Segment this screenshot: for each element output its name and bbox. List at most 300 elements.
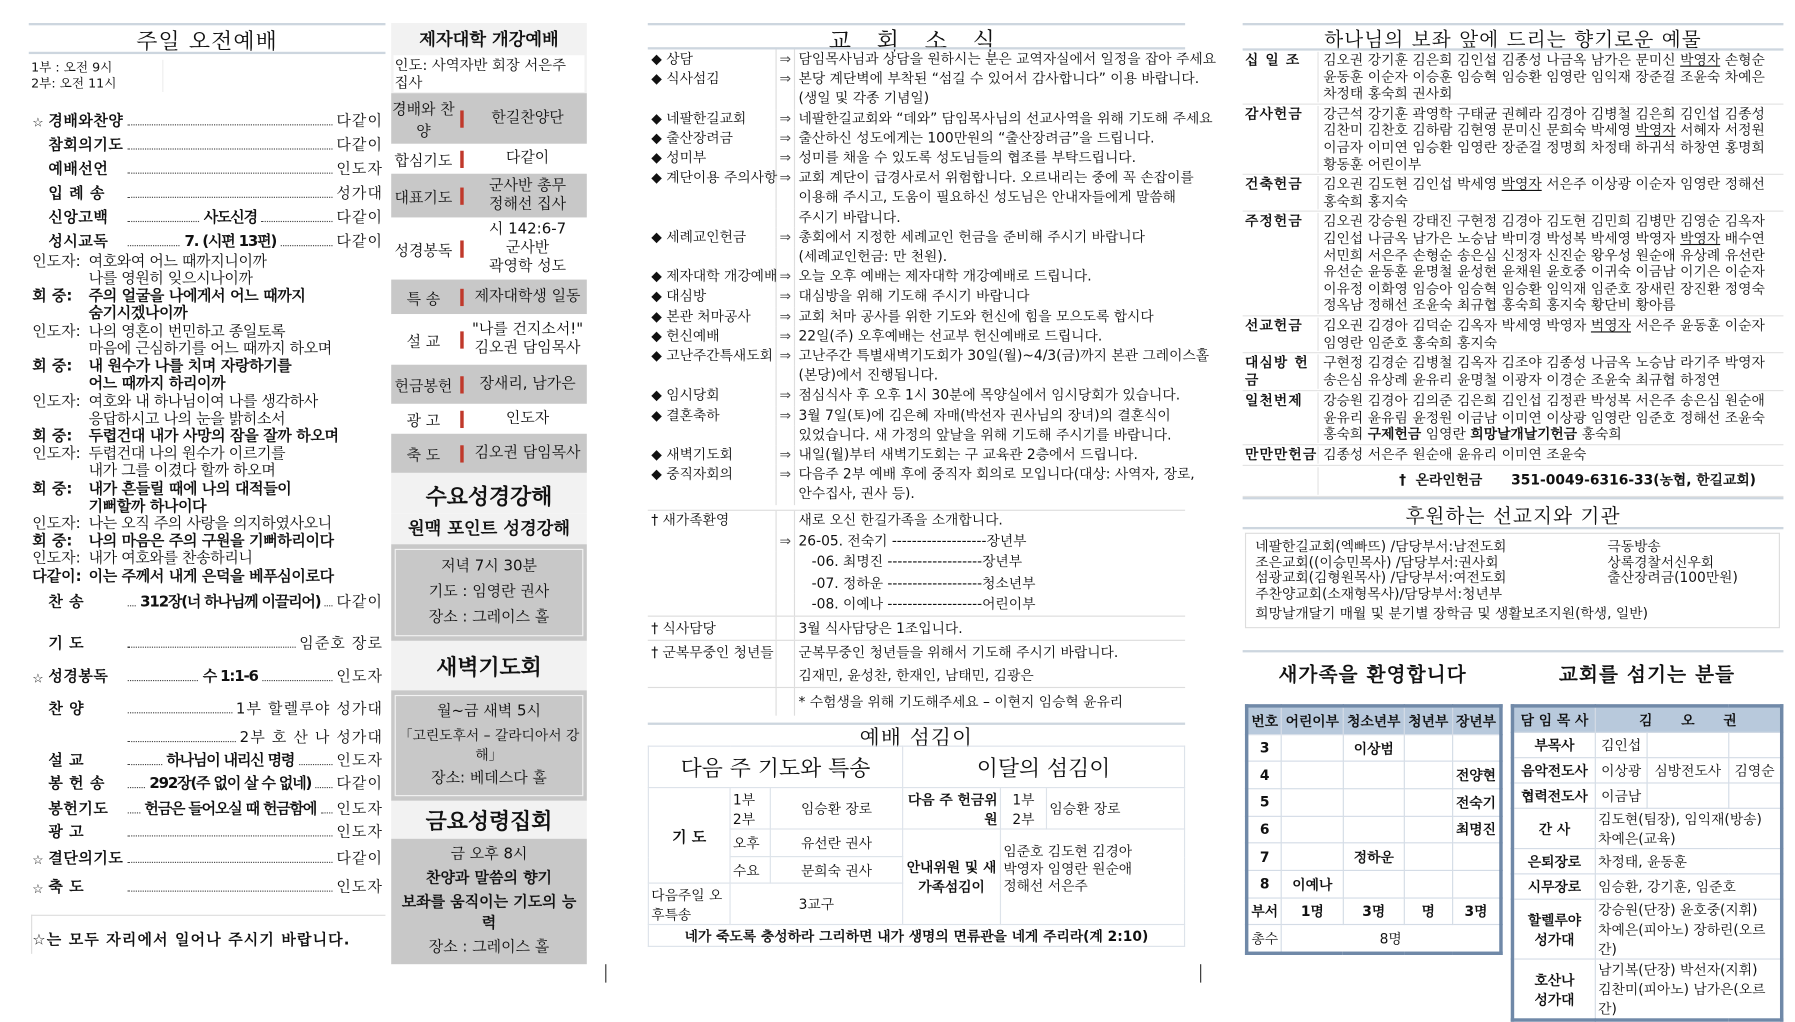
mission-item: 섬광교회(김형원목사) /담당부서:여전도회: [1255, 569, 1507, 586]
news-item: [648, 287, 1185, 307]
staff-names: 임승환, 강기훈, 임준호: [1595, 874, 1781, 899]
table-cell: [1343, 762, 1404, 789]
order-item: [32, 132, 383, 154]
order-leader: 인도자: [336, 752, 384, 770]
news-label: [648, 664, 777, 687]
arrow-icon: [777, 641, 795, 664]
donor-name: 윤정원: [1412, 409, 1453, 426]
prayer-slot: 오후: [730, 829, 770, 857]
donor-name: 남가은: [1412, 230, 1453, 247]
reading-text-line: 여호와여 어느 때까지니이까: [88, 253, 267, 271]
reading-text-line: 어느 때까지 하리이까: [88, 375, 226, 393]
arrow-icon: [777, 573, 795, 594]
senior-pastor-label: 담 임 목 사: [1512, 706, 1595, 732]
news-label: ◆ 출산장려금: [648, 129, 777, 149]
donor-name: 김경아: [1367, 392, 1408, 409]
news-text: 담임목사님과 상담을 원하시는 분은 교역자실에서 일정을 잡아 주세요: [798, 50, 1217, 67]
donor-name: 구제헌금: [1367, 426, 1422, 443]
arrow-icon: ⇒: [777, 406, 795, 426]
time-2: 2부: 오전 11시: [31, 75, 117, 91]
arrow-icon: ⇒: [777, 346, 795, 366]
donor-name: 이금남: [1635, 263, 1676, 280]
news-item: [648, 89, 1185, 109]
donor-name: 김은희: [1412, 51, 1453, 68]
this-month-header: 이달의 섬김이: [903, 746, 1185, 787]
donor-name: 정옥남: [1323, 297, 1364, 314]
order-label: 성경봉독: [48, 668, 109, 686]
donor-name: 최규협: [1635, 371, 1676, 388]
donor-name: 홍숙희: [1412, 334, 1453, 351]
donor-name: 이화영: [1367, 280, 1408, 297]
donor-name: 홍숙희: [1367, 85, 1408, 102]
donor-name: 김오권: [1323, 176, 1364, 193]
staff-name: 심방전도사: [1647, 758, 1728, 783]
news-label: [648, 366, 777, 386]
donor-name: 임승환: [1501, 280, 1542, 297]
order-leader: 다같이: [336, 233, 384, 251]
donor-name: 이상광: [1546, 409, 1587, 426]
dotted-leader: [128, 604, 136, 606]
offering-row: [1243, 212, 1784, 316]
speaker-label: 회 중:: [32, 428, 73, 446]
reading-line: [32, 358, 389, 393]
donor-name: 황아름: [1635, 297, 1676, 314]
donor-name: 임준호: [1367, 334, 1408, 351]
table-cell: [1282, 734, 1343, 761]
arrow-icon: [777, 188, 795, 208]
donor-name: 원순애: [1412, 446, 1453, 463]
sidebar: [391, 23, 587, 964]
arrow-icon: ⇒: [777, 386, 795, 406]
donor-name: 송은심: [1457, 246, 1498, 263]
donor-name: 차정태: [1590, 139, 1631, 156]
news-label: ◆ 결혼축하: [648, 406, 777, 426]
order-leader: 다같이: [336, 593, 384, 611]
order-label: 찬 양: [48, 700, 85, 718]
donor-name: 김민희: [1590, 213, 1631, 230]
speaker-label: 인도자:: [32, 393, 81, 411]
wed-panel: [391, 544, 587, 641]
wed-title: 수요성경강해: [391, 473, 587, 513]
table-cell: 이상범: [1343, 734, 1404, 761]
donor-name: 서은주: [1635, 317, 1676, 334]
sidebar-row: [391, 434, 587, 473]
donor-name: 조윤숙: [1724, 409, 1765, 426]
donor-name: 이미연: [1501, 409, 1542, 426]
donor-name: 김도현: [1546, 213, 1587, 230]
dotted-leader: [262, 679, 332, 681]
order-label: 결단의기도: [48, 850, 124, 868]
column-header: 번호: [1247, 706, 1282, 734]
arrow-icon: ⇒: [777, 129, 795, 149]
arrow-icon: ⇒: [777, 327, 795, 347]
donor-name: 강승원: [1323, 392, 1364, 409]
table-row: [1247, 898, 1501, 925]
accent-bar: [460, 240, 463, 257]
fri-line: 장소 : 그레이스 홀: [428, 938, 550, 957]
donor-name: 임영란: [1457, 139, 1498, 156]
donor-name: 조윤숙: [1412, 297, 1453, 314]
order-leader: 1부 할렐루야 성가대: [235, 700, 384, 718]
donor-name: 강기훈: [1367, 105, 1408, 122]
donor-name: 서혜자: [1680, 122, 1721, 139]
new-family-entry: [648, 552, 1185, 573]
offering-row: [1243, 445, 1784, 466]
offering-label: 대심방 헌금: [1243, 354, 1319, 389]
news-label: ◆ 식사섬김: [648, 69, 777, 89]
news-label: ◆ 헌신예배: [648, 327, 777, 347]
speaker-label: 회 중:: [32, 532, 73, 551]
donor-name: 장준걸: [1635, 68, 1676, 85]
arrow-icon: ⇒: [777, 109, 795, 129]
donor-name: 김도현: [1367, 176, 1408, 193]
news-label: ◆ 새벽기도회: [648, 445, 777, 465]
order-leader: 다같이: [336, 209, 384, 227]
military-row: [648, 640, 1185, 664]
donor-name: 김현영: [1457, 122, 1498, 139]
offering-names: [1319, 106, 1784, 173]
staff-names: 김도현(팀장), 임익재(방송) 차예은(교육): [1595, 808, 1781, 848]
reading-text-line: 내가 흔들릴 때에 나의 대적들이: [88, 480, 292, 498]
dotted-leader: [128, 147, 333, 149]
donor-name: 김인섭: [1457, 51, 1498, 68]
order-detail: 수 1:1-6: [202, 668, 258, 686]
news-text: (본당)에서 진행됩니다.: [798, 367, 939, 384]
arrow-icon: [777, 208, 795, 228]
row-value-line: 군사반: [505, 239, 550, 257]
donor-name: 윤유림: [1367, 409, 1408, 426]
donor-name: 강승원: [1367, 213, 1408, 230]
reading-text: [89, 550, 253, 567]
donor-name: 박세영: [1590, 230, 1631, 247]
reading-text-line: 내 원수가 나를 치며 자랑하기를: [88, 358, 292, 376]
staff-name: [1729, 732, 1782, 757]
table-cell: 1명: [1282, 898, 1343, 925]
donor-name: 김영순: [1680, 213, 1721, 230]
sidebar-row: [391, 144, 587, 174]
staff-title: 교회를 섬기는 분들: [1558, 663, 1736, 687]
donor-name: 박영자: [1546, 317, 1587, 334]
donor-name: 이순자: [1635, 176, 1676, 193]
donor-name: 박세영: [1457, 176, 1498, 193]
donor-name: 김종성: [1323, 446, 1364, 463]
donor-name: 황동훈: [1323, 155, 1364, 173]
donor-name: 나금옥: [1367, 230, 1408, 247]
new-family-row: [648, 509, 1185, 530]
table-row: [1247, 762, 1501, 789]
arrow-icon: [777, 426, 795, 446]
news-text: 이용해 주시고, 도움이 필요하신 성도님은 안내자들에게 말씀해: [798, 189, 1177, 206]
order-detail: 사도신경: [203, 209, 257, 227]
row-value-line: 정해선 집사: [489, 195, 567, 213]
staff-role: 음악전도사: [1512, 758, 1595, 783]
news-label: ◆ 고난주간특새도회: [648, 346, 777, 366]
fold-mark: [605, 964, 606, 982]
donor-name: 정영숙: [1724, 280, 1765, 297]
table-cell: [1282, 816, 1343, 843]
arrow-icon: [777, 664, 795, 687]
offering-label: [1243, 467, 1319, 495]
speaker-label: 다같이:: [32, 567, 82, 586]
staff-names: 남기복(단장) 박선자(지휘) 김찬미(피아노) 남가은(오르간): [1595, 959, 1781, 1020]
news-label: [648, 573, 777, 594]
table-cell: [1405, 789, 1453, 816]
next-week-header: 다음 주 기도와 특송: [648, 746, 902, 787]
column-header: 청년부: [1405, 706, 1453, 734]
offerings-title: 하나님의 보좌 앞에 드리는 향기로운 예물: [1324, 28, 1702, 52]
donor-name: 이순자: [1724, 263, 1765, 280]
bible-verse: 네가 죽도록 충성하라 그리하면 내가 생명의 면류관을 네게 주리라(계 2:10): [648, 925, 1184, 947]
row-label: 대표기도: [394, 189, 453, 207]
donor-name: 김은희: [1457, 392, 1498, 409]
staff-name: [1647, 732, 1728, 757]
order-leader: 다같이: [336, 850, 384, 868]
news-text: 3월 7일(토)에 김은혜 자매(박선자 권사님의 장녀)의 결혼식이: [798, 406, 1171, 424]
special-value: 3교구: [730, 883, 903, 924]
donor-name: 박성복: [1590, 392, 1631, 409]
column-header: 어린이부: [1282, 706, 1343, 734]
table-cell: 전숙기: [1452, 789, 1501, 816]
order-item: [32, 725, 383, 747]
newcomers-table: [1245, 704, 1503, 955]
donor-name: 김인섭: [1680, 105, 1721, 122]
offering-names: [1319, 354, 1784, 389]
news-item: [648, 445, 1185, 465]
staff-row: [1512, 849, 1781, 874]
donor-name: 손형순: [1724, 51, 1765, 68]
dotted-leader: [128, 679, 198, 681]
donor-name: 임승환: [1412, 139, 1453, 156]
donor-name: 김병철: [1590, 105, 1631, 122]
donor-name: 홍숙희: [1581, 426, 1622, 443]
row-value: [468, 177, 587, 214]
table-cell: 6: [1247, 816, 1282, 843]
donor-name: 김경순: [1367, 354, 1408, 371]
prayer-label: 기 도: [648, 788, 730, 883]
news-item: [648, 485, 1185, 505]
order-label: 참회의기도: [48, 136, 124, 155]
news-item: [648, 208, 1185, 228]
news-text: -08. 이예나 -------------------어린이부: [798, 596, 1036, 613]
reading-text-line: 이는 주께서 내게 은덕을 베푸심이로다: [88, 567, 334, 586]
row-value: [468, 444, 587, 462]
order-leader: 성가대: [336, 185, 384, 203]
fold-mark: [1200, 964, 1201, 982]
donor-name: 이귀숙: [1590, 263, 1631, 280]
donor-name: 윤성현: [1457, 263, 1498, 280]
table-header-row: [1512, 706, 1781, 732]
new-family-entry: [648, 530, 1185, 551]
donor-name: 이유정: [1323, 280, 1364, 297]
missions-box: [1245, 533, 1780, 628]
donor-name: 나금옥: [1546, 51, 1587, 68]
star-icon: ☆: [32, 881, 44, 897]
offering-label: 만만만헌금: [1243, 446, 1319, 463]
news-text: 다음주 2부 예배 후에 중직자 회의로 모입니다(대상: 사역자, 장로,: [798, 466, 1195, 483]
special-label: 다음주일 오후특송: [648, 883, 730, 924]
donor-name: 노승남: [1457, 230, 1498, 247]
row-label: 합심기도: [394, 152, 453, 170]
donor-name: 임준호: [1635, 409, 1676, 426]
arrow-icon: ⇒: [777, 267, 795, 287]
staff-role: 호산나 성가대: [1512, 959, 1595, 1020]
arrow-icon: [777, 552, 795, 573]
donor-name: 김정관: [1546, 392, 1587, 409]
news-label: ◆ 대심방: [648, 287, 777, 307]
offering-names: [1319, 52, 1784, 102]
mission-item: 조은교회((이승민목사) /담당부서:권사회: [1255, 554, 1499, 571]
usher-label: 안내위원 및 새가족섬김이: [903, 829, 1001, 924]
donor-name: 김경아: [1546, 105, 1587, 122]
table-row: [1247, 843, 1501, 870]
order-label: 기 도: [48, 635, 85, 653]
donor-name: 구현정: [1323, 354, 1364, 371]
dotted-leader: [325, 604, 333, 606]
row-value: [468, 410, 587, 428]
donor-name: 하정연: [1680, 371, 1721, 388]
donor-name: 라기주: [1680, 354, 1721, 371]
donor-name: 황단비: [1590, 297, 1631, 314]
table-cell: [1405, 870, 1453, 897]
donor-name: 김은희: [1635, 105, 1676, 122]
offering-row: [1243, 104, 1784, 175]
order-item: [32, 664, 383, 686]
news-label: ◆ 상담: [648, 49, 777, 69]
table-cell: [1452, 843, 1501, 870]
service-times: [31, 60, 164, 92]
mission-item: 출산장려금(100만원): [1607, 569, 1738, 586]
prayer-name: 유선란 권사: [770, 829, 902, 857]
fri-line: 찬양과 말씀의 향기: [425, 869, 553, 888]
dotted-leader: [262, 220, 333, 222]
sidebar-leader: [391, 54, 587, 93]
order-leader: 임준호 장로: [299, 635, 384, 653]
reading-text-line: 두렵건대 내가 사망의 잠을 잘까 하오며: [88, 428, 339, 446]
order-label: 입 례 송: [48, 185, 105, 203]
mission-item: 상록경찰서신우회: [1607, 554, 1715, 571]
row-value: [468, 221, 587, 276]
row-label: 설 교: [406, 333, 441, 351]
donor-name: 정해선: [1680, 409, 1721, 426]
row-value-line: 곽영학 성도: [489, 257, 567, 275]
new-family-entry: [648, 594, 1185, 615]
donor-name: 왕우성: [1590, 246, 1631, 263]
service-title: 예배 섬김이: [859, 726, 974, 751]
reading-text: [89, 253, 267, 288]
row-label: 헌금봉헌: [394, 377, 453, 396]
row-value-line: 시 142:6-7: [488, 220, 567, 239]
wed-line: 장소 : 그레이스 홀: [428, 608, 550, 626]
donor-name: 김종성: [1724, 105, 1765, 122]
reading-line: [32, 445, 389, 480]
table-cell: [1452, 734, 1501, 761]
row-label: 특 송: [406, 290, 441, 308]
staff-role: 부목사: [1512, 732, 1595, 757]
donor-name: 홍숙희: [1501, 297, 1542, 314]
news-item: [648, 247, 1185, 267]
table-cell: 전양현: [1452, 762, 1501, 789]
dotted-leader: [128, 861, 333, 863]
news-label: † 새가족환영: [648, 510, 777, 530]
staff-table: [1511, 704, 1784, 1022]
order-label: 봉 헌 송: [48, 775, 105, 793]
news-text: 총회에서 지정한 세례교인 헌금을 준비해 주시기 바랍니다: [798, 228, 1145, 245]
wed-subtitle: 원맥 포인트 성경강해: [391, 513, 587, 544]
meal-row: [648, 615, 1185, 639]
donor-name: 원순애: [1635, 246, 1676, 263]
order-label: 찬 송: [48, 593, 85, 611]
donor-name: 이금남: [1457, 409, 1498, 426]
news-text: 오늘 오후 예배는 제자대학 개강예배로 드립니다.: [798, 268, 1092, 285]
news-label: [648, 530, 777, 551]
dotted-leader: [128, 811, 140, 813]
row-value-line: 인도자: [505, 409, 550, 427]
donor-name: 신정자: [1501, 246, 1542, 263]
reading-text: [89, 323, 332, 358]
dawn-line: 월~금 새벽 5시: [437, 703, 541, 721]
table-cell: [1405, 762, 1453, 789]
donor-name: 임승아: [1412, 280, 1453, 297]
donor-name: 이승훈: [1412, 68, 1453, 85]
row-value: [468, 288, 587, 306]
donor-name: 손형순: [1412, 246, 1453, 263]
donor-name: 김옥자: [1457, 317, 1498, 334]
reading-text-line: 두렵건대 나의 원수가 이르기를: [88, 445, 286, 463]
donor-name: 장준걸: [1501, 139, 1542, 156]
reading-text-line: 마음에 근심하기를 어느 때까지 하오며: [88, 340, 332, 358]
donor-name: 김조야: [1501, 354, 1542, 371]
staff-role: 간 사: [1512, 808, 1595, 848]
dotted-leader: [128, 889, 333, 891]
row-value-line: 장새리, 남가은: [479, 375, 576, 393]
donor-name: 윤유리: [1457, 446, 1498, 463]
offering-label: 선교헌금: [1243, 317, 1319, 351]
star-icon: ☆: [32, 115, 44, 131]
offering-names: [1319, 213, 1784, 314]
news-label: ◆ 제자대학 개강예배: [648, 267, 777, 287]
reading-text-line: 기뻐할까 하나이다: [88, 497, 207, 516]
donor-name: 유상례: [1680, 246, 1721, 263]
news-text: (생일 및 각종 기념일): [798, 90, 930, 107]
news-label: ◆ 세례교인헌금: [648, 228, 777, 248]
time-1: 1부 : 오전 9시: [31, 59, 113, 75]
donor-name: 장새린: [1635, 280, 1676, 297]
reading-line: [32, 253, 389, 288]
staff-row: [1512, 808, 1781, 848]
donor-name: 임승환: [1501, 68, 1542, 85]
arrow-icon: ⇒: [777, 49, 795, 69]
news-text: 내일(월)부터 새벽기도회는 구 교육관 2층에서 드립니다.: [798, 446, 1138, 463]
donor-name: 유선란: [1724, 246, 1765, 263]
row-label: 축 도: [406, 447, 441, 465]
exam-row: [648, 687, 1185, 716]
dawn-line: 장소: 베데스다 홀: [431, 769, 547, 788]
speaker-label: 인도자:: [32, 445, 81, 463]
donor-name: 권사회: [1412, 85, 1453, 102]
staff-role: 시무장로: [1512, 874, 1595, 899]
accent-bar: [460, 410, 463, 427]
news-text: 3월 식사담당은 1조입니다.: [798, 620, 963, 637]
donor-name: 김인섭: [1323, 230, 1364, 247]
donor-name: 김병만: [1635, 213, 1676, 230]
donor-name: 정해선: [1367, 297, 1408, 314]
reading-text-line: 나를 영원히 잊으시나이까: [88, 270, 253, 288]
news-label: [648, 485, 777, 505]
donor-name: 서은주: [1367, 246, 1408, 263]
table-cell: [1405, 816, 1453, 843]
offering-label: 감사헌금: [1243, 106, 1319, 173]
row-value-line: 제자대학생 일동: [474, 287, 581, 305]
